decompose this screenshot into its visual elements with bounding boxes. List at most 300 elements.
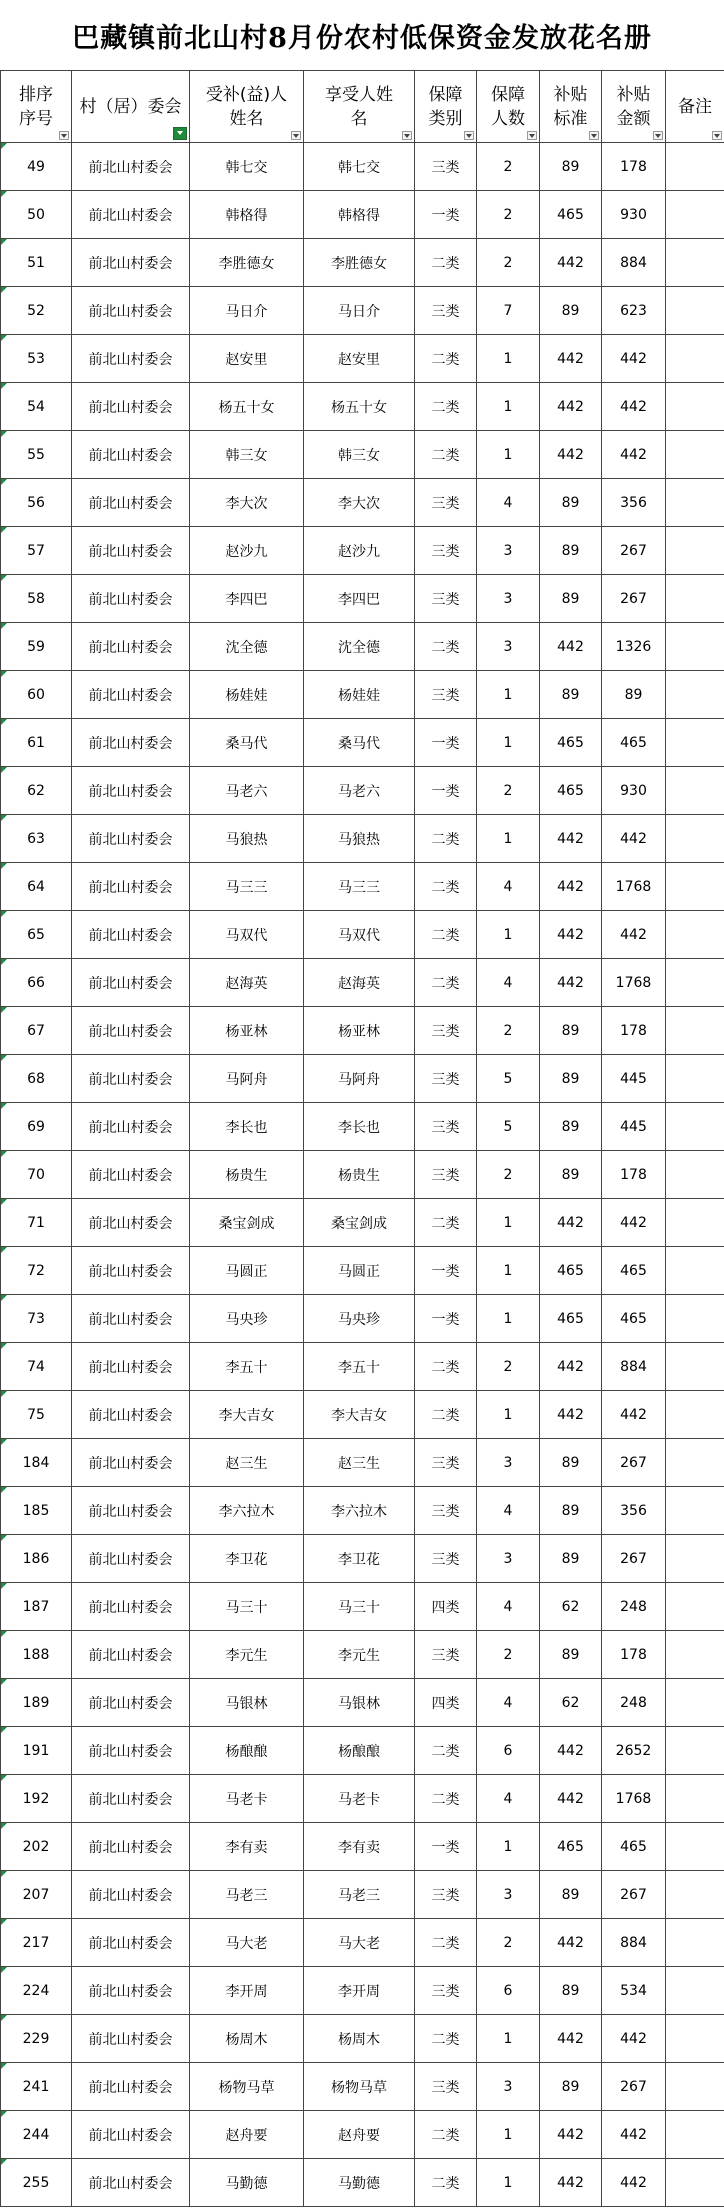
- cell-category[interactable]: 三类: [415, 1631, 477, 1679]
- cell-remarks[interactable]: [666, 959, 724, 1007]
- cell-category[interactable]: 三类: [415, 479, 477, 527]
- cell-category[interactable]: 一类: [415, 1295, 477, 1343]
- cell-subsidy-amount[interactable]: 178: [602, 1151, 666, 1199]
- cell-category[interactable]: 三类: [415, 287, 477, 335]
- cell-beneficiary-name[interactable]: 杨娃娃: [304, 671, 415, 719]
- cell-committee[interactable]: 前北山村委会: [72, 575, 190, 623]
- cell-household-size[interactable]: 5: [477, 1103, 540, 1151]
- cell-subsidy-amount[interactable]: 248: [602, 1679, 666, 1727]
- cell-household-size[interactable]: 1: [477, 383, 540, 431]
- cell-seq[interactable]: 188: [1, 1631, 72, 1679]
- cell-category[interactable]: 二类: [415, 959, 477, 1007]
- cell-remarks[interactable]: [666, 527, 724, 575]
- cell-subsidy-standard[interactable]: 89: [540, 1631, 602, 1679]
- cell-beneficiary-name[interactable]: 马双代: [304, 911, 415, 959]
- cell-subsidy-standard[interactable]: 465: [540, 1295, 602, 1343]
- cell-remarks[interactable]: [666, 191, 724, 239]
- cell-beneficiary-name[interactable]: 马老三: [304, 1871, 415, 1919]
- cell-category[interactable]: 二类: [415, 2159, 477, 2207]
- cell-committee[interactable]: 前北山村委会: [72, 287, 190, 335]
- cell-recipient-name[interactable]: 韩格得: [190, 191, 304, 239]
- cell-seq[interactable]: 202: [1, 1823, 72, 1871]
- cell-seq[interactable]: 185: [1, 1487, 72, 1535]
- cell-subsidy-amount[interactable]: 1768: [602, 1775, 666, 1823]
- cell-subsidy-amount[interactable]: 442: [602, 1391, 666, 1439]
- filter-active-dropdown-icon[interactable]: [173, 127, 187, 140]
- cell-subsidy-amount[interactable]: 445: [602, 1103, 666, 1151]
- cell-seq[interactable]: 59: [1, 623, 72, 671]
- cell-household-size[interactable]: 1: [477, 911, 540, 959]
- cell-household-size[interactable]: 2: [477, 1343, 540, 1391]
- cell-committee[interactable]: 前北山村委会: [72, 959, 190, 1007]
- cell-household-size[interactable]: 6: [477, 1967, 540, 2015]
- cell-household-size[interactable]: 3: [477, 575, 540, 623]
- cell-remarks[interactable]: [666, 1871, 724, 1919]
- cell-seq[interactable]: 241: [1, 2063, 72, 2111]
- cell-committee[interactable]: 前北山村委会: [72, 1727, 190, 1775]
- cell-category[interactable]: 二类: [415, 1919, 477, 1967]
- cell-seq[interactable]: 57: [1, 527, 72, 575]
- cell-beneficiary-name[interactable]: 韩七交: [304, 143, 415, 191]
- cell-subsidy-standard[interactable]: 89: [540, 1487, 602, 1535]
- cell-subsidy-amount[interactable]: 884: [602, 239, 666, 287]
- cell-subsidy-amount[interactable]: 442: [602, 1199, 666, 1247]
- cell-remarks[interactable]: [666, 479, 724, 527]
- cell-subsidy-standard[interactable]: 89: [540, 1151, 602, 1199]
- cell-seq[interactable]: 62: [1, 767, 72, 815]
- cell-household-size[interactable]: 2: [477, 143, 540, 191]
- cell-committee[interactable]: 前北山村委会: [72, 191, 190, 239]
- cell-subsidy-amount[interactable]: 356: [602, 1487, 666, 1535]
- cell-remarks[interactable]: [666, 1823, 724, 1871]
- cell-household-size[interactable]: 2: [477, 1151, 540, 1199]
- cell-remarks[interactable]: [666, 1199, 724, 1247]
- cell-subsidy-standard[interactable]: 89: [540, 527, 602, 575]
- cell-remarks[interactable]: [666, 911, 724, 959]
- cell-subsidy-amount[interactable]: 884: [602, 1343, 666, 1391]
- cell-category[interactable]: 三类: [415, 671, 477, 719]
- cell-seq[interactable]: 191: [1, 1727, 72, 1775]
- cell-category[interactable]: 三类: [415, 1535, 477, 1583]
- cell-seq[interactable]: 64: [1, 863, 72, 911]
- cell-beneficiary-name[interactable]: 李开周: [304, 1967, 415, 2015]
- cell-committee[interactable]: 前北山村委会: [72, 1967, 190, 2015]
- cell-household-size[interactable]: 7: [477, 287, 540, 335]
- cell-subsidy-standard[interactable]: 89: [540, 2063, 602, 2111]
- cell-remarks[interactable]: [666, 2063, 724, 2111]
- cell-remarks[interactable]: [666, 239, 724, 287]
- cell-subsidy-standard[interactable]: 465: [540, 191, 602, 239]
- cell-seq[interactable]: 189: [1, 1679, 72, 1727]
- cell-recipient-name[interactable]: 李六拉木: [190, 1487, 304, 1535]
- cell-remarks[interactable]: [666, 1727, 724, 1775]
- cell-recipient-name[interactable]: 马老卡: [190, 1775, 304, 1823]
- cell-beneficiary-name[interactable]: 马大老: [304, 1919, 415, 1967]
- cell-household-size[interactable]: 1: [477, 1295, 540, 1343]
- cell-subsidy-amount[interactable]: 267: [602, 575, 666, 623]
- cell-remarks[interactable]: [666, 1151, 724, 1199]
- cell-committee[interactable]: 前北山村委会: [72, 527, 190, 575]
- cell-subsidy-amount[interactable]: 178: [602, 143, 666, 191]
- cell-seq[interactable]: 192: [1, 1775, 72, 1823]
- cell-seq[interactable]: 244: [1, 2111, 72, 2159]
- cell-subsidy-amount[interactable]: 267: [602, 1871, 666, 1919]
- cell-subsidy-amount[interactable]: 267: [602, 527, 666, 575]
- cell-remarks[interactable]: [666, 335, 724, 383]
- cell-recipient-name[interactable]: 马大老: [190, 1919, 304, 1967]
- cell-category[interactable]: 二类: [415, 1775, 477, 1823]
- cell-household-size[interactable]: 1: [477, 2111, 540, 2159]
- cell-beneficiary-name[interactable]: 桑宝剑成: [304, 1199, 415, 1247]
- cell-subsidy-amount[interactable]: 1326: [602, 623, 666, 671]
- cell-committee[interactable]: 前北山村委会: [72, 1391, 190, 1439]
- cell-recipient-name[interactable]: 桑马代: [190, 719, 304, 767]
- cell-category[interactable]: 三类: [415, 2063, 477, 2111]
- filter-dropdown-icon[interactable]: [527, 131, 537, 140]
- cell-subsidy-standard[interactable]: 89: [540, 1535, 602, 1583]
- cell-category[interactable]: 二类: [415, 431, 477, 479]
- cell-household-size[interactable]: 1: [477, 1199, 540, 1247]
- cell-category[interactable]: 二类: [415, 815, 477, 863]
- cell-category[interactable]: 一类: [415, 719, 477, 767]
- cell-recipient-name[interactable]: 马勤德: [190, 2159, 304, 2207]
- cell-seq[interactable]: 69: [1, 1103, 72, 1151]
- cell-subsidy-standard[interactable]: 442: [540, 431, 602, 479]
- cell-subsidy-standard[interactable]: 442: [540, 2111, 602, 2159]
- cell-beneficiary-name[interactable]: 马圆正: [304, 1247, 415, 1295]
- filter-dropdown-icon[interactable]: [59, 131, 69, 140]
- cell-subsidy-amount[interactable]: 356: [602, 479, 666, 527]
- cell-beneficiary-name[interactable]: 李六拉木: [304, 1487, 415, 1535]
- cell-recipient-name[interactable]: 李胜德女: [190, 239, 304, 287]
- cell-beneficiary-name[interactable]: 韩三女: [304, 431, 415, 479]
- cell-subsidy-amount[interactable]: 89: [602, 671, 666, 719]
- cell-subsidy-amount[interactable]: 267: [602, 1439, 666, 1487]
- filter-dropdown-icon[interactable]: [464, 131, 474, 140]
- cell-committee[interactable]: 前北山村委会: [72, 1199, 190, 1247]
- cell-household-size[interactable]: 4: [477, 1487, 540, 1535]
- cell-beneficiary-name[interactable]: 马老六: [304, 767, 415, 815]
- cell-subsidy-amount[interactable]: 623: [602, 287, 666, 335]
- cell-subsidy-standard[interactable]: 442: [540, 863, 602, 911]
- cell-subsidy-standard[interactable]: 62: [540, 1583, 602, 1631]
- cell-category[interactable]: 二类: [415, 383, 477, 431]
- cell-category[interactable]: 三类: [415, 1055, 477, 1103]
- cell-committee[interactable]: 前北山村委会: [72, 383, 190, 431]
- cell-subsidy-amount[interactable]: 442: [602, 335, 666, 383]
- cell-subsidy-amount[interactable]: 178: [602, 1007, 666, 1055]
- cell-recipient-name[interactable]: 李四巴: [190, 575, 304, 623]
- cell-household-size[interactable]: 4: [477, 1583, 540, 1631]
- cell-household-size[interactable]: 3: [477, 1535, 540, 1583]
- cell-beneficiary-name[interactable]: 赵安里: [304, 335, 415, 383]
- cell-beneficiary-name[interactable]: 马银林: [304, 1679, 415, 1727]
- cell-committee[interactable]: 前北山村委会: [72, 2159, 190, 2207]
- cell-remarks[interactable]: [666, 1439, 724, 1487]
- cell-recipient-name[interactable]: 马三十: [190, 1583, 304, 1631]
- cell-subsidy-amount[interactable]: 930: [602, 767, 666, 815]
- cell-subsidy-standard[interactable]: 442: [540, 1199, 602, 1247]
- filter-dropdown-icon[interactable]: [653, 131, 663, 140]
- cell-subsidy-standard[interactable]: 442: [540, 335, 602, 383]
- cell-beneficiary-name[interactable]: 杨酿酿: [304, 1727, 415, 1775]
- cell-subsidy-standard[interactable]: 89: [540, 671, 602, 719]
- cell-subsidy-standard[interactable]: 89: [540, 1439, 602, 1487]
- cell-committee[interactable]: 前北山村委会: [72, 815, 190, 863]
- cell-subsidy-standard[interactable]: 465: [540, 767, 602, 815]
- cell-seq[interactable]: 54: [1, 383, 72, 431]
- cell-subsidy-amount[interactable]: 465: [602, 1247, 666, 1295]
- cell-committee[interactable]: 前北山村委会: [72, 1535, 190, 1583]
- cell-recipient-name[interactable]: 李有卖: [190, 1823, 304, 1871]
- cell-committee[interactable]: 前北山村委会: [72, 1679, 190, 1727]
- cell-committee[interactable]: 前北山村委会: [72, 335, 190, 383]
- cell-seq[interactable]: 65: [1, 911, 72, 959]
- cell-beneficiary-name[interactable]: 马三三: [304, 863, 415, 911]
- cell-category[interactable]: 三类: [415, 1871, 477, 1919]
- cell-seq[interactable]: 75: [1, 1391, 72, 1439]
- cell-seq[interactable]: 74: [1, 1343, 72, 1391]
- cell-seq[interactable]: 61: [1, 719, 72, 767]
- cell-subsidy-amount[interactable]: 1768: [602, 863, 666, 911]
- cell-subsidy-amount[interactable]: 930: [602, 191, 666, 239]
- cell-remarks[interactable]: [666, 1679, 724, 1727]
- cell-committee[interactable]: 前北山村委会: [72, 1007, 190, 1055]
- cell-household-size[interactable]: 5: [477, 1055, 540, 1103]
- cell-beneficiary-name[interactable]: 马勤德: [304, 2159, 415, 2207]
- cell-subsidy-amount[interactable]: 442: [602, 2015, 666, 2063]
- filter-dropdown-icon[interactable]: [712, 131, 722, 140]
- cell-subsidy-amount[interactable]: 442: [602, 2159, 666, 2207]
- cell-category[interactable]: 四类: [415, 1583, 477, 1631]
- cell-committee[interactable]: 前北山村委会: [72, 479, 190, 527]
- cell-category[interactable]: 二类: [415, 239, 477, 287]
- cell-recipient-name[interactable]: 赵沙九: [190, 527, 304, 575]
- cell-committee[interactable]: 前北山村委会: [72, 1103, 190, 1151]
- cell-remarks[interactable]: [666, 1295, 724, 1343]
- cell-seq[interactable]: 224: [1, 1967, 72, 2015]
- cell-recipient-name[interactable]: 杨酿酿: [190, 1727, 304, 1775]
- cell-remarks[interactable]: [666, 1391, 724, 1439]
- cell-recipient-name[interactable]: 杨娃娃: [190, 671, 304, 719]
- cell-committee[interactable]: 前北山村委会: [72, 911, 190, 959]
- cell-subsidy-standard[interactable]: 89: [540, 143, 602, 191]
- cell-committee[interactable]: 前北山村委会: [72, 719, 190, 767]
- cell-remarks[interactable]: [666, 383, 724, 431]
- cell-category[interactable]: 二类: [415, 335, 477, 383]
- cell-category[interactable]: 二类: [415, 623, 477, 671]
- cell-subsidy-standard[interactable]: 89: [540, 1103, 602, 1151]
- cell-category[interactable]: 一类: [415, 1247, 477, 1295]
- cell-category[interactable]: 三类: [415, 1151, 477, 1199]
- cell-beneficiary-name[interactable]: 李大次: [304, 479, 415, 527]
- cell-recipient-name[interactable]: 李开周: [190, 1967, 304, 2015]
- cell-committee[interactable]: 前北山村委会: [72, 1247, 190, 1295]
- cell-subsidy-standard[interactable]: 442: [540, 2159, 602, 2207]
- cell-subsidy-amount[interactable]: 442: [602, 383, 666, 431]
- cell-beneficiary-name[interactable]: 李元生: [304, 1631, 415, 1679]
- cell-category[interactable]: 三类: [415, 1103, 477, 1151]
- cell-subsidy-standard[interactable]: 89: [540, 1871, 602, 1919]
- cell-household-size[interactable]: 4: [477, 863, 540, 911]
- cell-remarks[interactable]: [666, 1583, 724, 1631]
- cell-beneficiary-name[interactable]: 沈全德: [304, 623, 415, 671]
- cell-seq[interactable]: 72: [1, 1247, 72, 1295]
- cell-subsidy-standard[interactable]: 62: [540, 1679, 602, 1727]
- cell-household-size[interactable]: 2: [477, 239, 540, 287]
- cell-remarks[interactable]: [666, 2159, 724, 2207]
- cell-seq[interactable]: 73: [1, 1295, 72, 1343]
- cell-beneficiary-name[interactable]: 马央珍: [304, 1295, 415, 1343]
- cell-subsidy-amount[interactable]: 442: [602, 431, 666, 479]
- cell-recipient-name[interactable]: 杨周木: [190, 2015, 304, 2063]
- cell-seq[interactable]: 71: [1, 1199, 72, 1247]
- cell-household-size[interactable]: 1: [477, 335, 540, 383]
- cell-household-size[interactable]: 2: [477, 767, 540, 815]
- cell-remarks[interactable]: [666, 1775, 724, 1823]
- cell-remarks[interactable]: [666, 2015, 724, 2063]
- cell-remarks[interactable]: [666, 2111, 724, 2159]
- cell-committee[interactable]: 前北山村委会: [72, 143, 190, 191]
- cell-subsidy-amount[interactable]: 465: [602, 719, 666, 767]
- cell-subsidy-standard[interactable]: 89: [540, 287, 602, 335]
- cell-category[interactable]: 三类: [415, 1007, 477, 1055]
- cell-subsidy-standard[interactable]: 442: [540, 1775, 602, 1823]
- cell-committee[interactable]: 前北山村委会: [72, 1823, 190, 1871]
- cell-beneficiary-name[interactable]: 马阿舟: [304, 1055, 415, 1103]
- cell-category[interactable]: 一类: [415, 767, 477, 815]
- cell-committee[interactable]: 前北山村委会: [72, 1583, 190, 1631]
- cell-seq[interactable]: 207: [1, 1871, 72, 1919]
- cell-subsidy-standard[interactable]: 442: [540, 1919, 602, 1967]
- cell-category[interactable]: 三类: [415, 143, 477, 191]
- cell-recipient-name[interactable]: 李元生: [190, 1631, 304, 1679]
- cell-household-size[interactable]: 1: [477, 2015, 540, 2063]
- cell-subsidy-amount[interactable]: 248: [602, 1583, 666, 1631]
- cell-recipient-name[interactable]: 马日介: [190, 287, 304, 335]
- cell-seq[interactable]: 186: [1, 1535, 72, 1583]
- cell-beneficiary-name[interactable]: 杨亚林: [304, 1007, 415, 1055]
- cell-committee[interactable]: 前北山村委会: [72, 1295, 190, 1343]
- cell-subsidy-standard[interactable]: 442: [540, 959, 602, 1007]
- cell-household-size[interactable]: 4: [477, 1679, 540, 1727]
- cell-remarks[interactable]: [666, 1919, 724, 1967]
- cell-beneficiary-name[interactable]: 李大吉女: [304, 1391, 415, 1439]
- cell-subsidy-amount[interactable]: 465: [602, 1823, 666, 1871]
- cell-seq[interactable]: 184: [1, 1439, 72, 1487]
- cell-committee[interactable]: 前北山村委会: [72, 1055, 190, 1103]
- cell-subsidy-standard[interactable]: 465: [540, 719, 602, 767]
- cell-category[interactable]: 二类: [415, 1727, 477, 1775]
- cell-category[interactable]: 二类: [415, 2111, 477, 2159]
- cell-seq[interactable]: 63: [1, 815, 72, 863]
- cell-beneficiary-name[interactable]: 桑马代: [304, 719, 415, 767]
- cell-remarks[interactable]: [666, 431, 724, 479]
- cell-household-size[interactable]: 1: [477, 1247, 540, 1295]
- cell-beneficiary-name[interactable]: 李五十: [304, 1343, 415, 1391]
- cell-category[interactable]: 三类: [415, 527, 477, 575]
- cell-category[interactable]: 一类: [415, 1823, 477, 1871]
- cell-seq[interactable]: 50: [1, 191, 72, 239]
- cell-category[interactable]: 二类: [415, 1343, 477, 1391]
- cell-recipient-name[interactable]: 沈全德: [190, 623, 304, 671]
- cell-recipient-name[interactable]: 韩七交: [190, 143, 304, 191]
- cell-remarks[interactable]: [666, 1103, 724, 1151]
- cell-household-size[interactable]: 4: [477, 479, 540, 527]
- cell-committee[interactable]: 前北山村委会: [72, 239, 190, 287]
- cell-subsidy-amount[interactable]: 884: [602, 1919, 666, 1967]
- cell-household-size[interactable]: 2: [477, 1007, 540, 1055]
- cell-remarks[interactable]: [666, 1343, 724, 1391]
- cell-remarks[interactable]: [666, 671, 724, 719]
- cell-subsidy-standard[interactable]: 89: [540, 575, 602, 623]
- cell-committee[interactable]: 前北山村委会: [72, 1775, 190, 1823]
- cell-recipient-name[interactable]: 杨贵生: [190, 1151, 304, 1199]
- cell-committee[interactable]: 前北山村委会: [72, 1631, 190, 1679]
- cell-household-size[interactable]: 3: [477, 1871, 540, 1919]
- cell-recipient-name[interactable]: 马阿舟: [190, 1055, 304, 1103]
- cell-beneficiary-name[interactable]: 杨周木: [304, 2015, 415, 2063]
- cell-recipient-name[interactable]: 杨亚林: [190, 1007, 304, 1055]
- filter-dropdown-icon[interactable]: [291, 131, 301, 140]
- cell-household-size[interactable]: 2: [477, 1631, 540, 1679]
- cell-seq[interactable]: 60: [1, 671, 72, 719]
- cell-subsidy-amount[interactable]: 1768: [602, 959, 666, 1007]
- cell-household-size[interactable]: 3: [477, 527, 540, 575]
- cell-beneficiary-name[interactable]: 马狼热: [304, 815, 415, 863]
- cell-committee[interactable]: 前北山村委会: [72, 1343, 190, 1391]
- cell-beneficiary-name[interactable]: 韩格得: [304, 191, 415, 239]
- cell-household-size[interactable]: 1: [477, 1823, 540, 1871]
- cell-subsidy-standard[interactable]: 442: [540, 1391, 602, 1439]
- cell-subsidy-amount[interactable]: 442: [602, 815, 666, 863]
- cell-beneficiary-name[interactable]: 李胜德女: [304, 239, 415, 287]
- cell-recipient-name[interactable]: 马银林: [190, 1679, 304, 1727]
- cell-household-size[interactable]: 2: [477, 1919, 540, 1967]
- cell-beneficiary-name[interactable]: 李四巴: [304, 575, 415, 623]
- cell-beneficiary-name[interactable]: 马老卡: [304, 1775, 415, 1823]
- cell-beneficiary-name[interactable]: 马日介: [304, 287, 415, 335]
- cell-subsidy-amount[interactable]: 267: [602, 1535, 666, 1583]
- cell-household-size[interactable]: 3: [477, 623, 540, 671]
- cell-recipient-name[interactable]: 杨物马草: [190, 2063, 304, 2111]
- cell-seq[interactable]: 255: [1, 2159, 72, 2207]
- cell-remarks[interactable]: [666, 719, 724, 767]
- cell-recipient-name[interactable]: 桑宝剑成: [190, 1199, 304, 1247]
- cell-subsidy-standard[interactable]: 89: [540, 479, 602, 527]
- cell-recipient-name[interactable]: 李卫花: [190, 1535, 304, 1583]
- cell-household-size[interactable]: 3: [477, 1439, 540, 1487]
- cell-beneficiary-name[interactable]: 杨五十女: [304, 383, 415, 431]
- cell-household-size[interactable]: 1: [477, 815, 540, 863]
- cell-committee[interactable]: 前北山村委会: [72, 671, 190, 719]
- cell-committee[interactable]: 前北山村委会: [72, 431, 190, 479]
- cell-committee[interactable]: 前北山村委会: [72, 863, 190, 911]
- cell-recipient-name[interactable]: 马狼热: [190, 815, 304, 863]
- cell-seq[interactable]: 70: [1, 1151, 72, 1199]
- cell-recipient-name[interactable]: 杨五十女: [190, 383, 304, 431]
- cell-remarks[interactable]: [666, 143, 724, 191]
- cell-subsidy-amount[interactable]: 534: [602, 1967, 666, 2015]
- cell-subsidy-standard[interactable]: 89: [540, 1967, 602, 2015]
- cell-subsidy-standard[interactable]: 442: [540, 623, 602, 671]
- cell-committee[interactable]: 前北山村委会: [72, 1919, 190, 1967]
- cell-recipient-name[interactable]: 马三三: [190, 863, 304, 911]
- cell-beneficiary-name[interactable]: 赵海英: [304, 959, 415, 1007]
- cell-subsidy-amount[interactable]: 267: [602, 2063, 666, 2111]
- cell-recipient-name[interactable]: 赵安里: [190, 335, 304, 383]
- cell-remarks[interactable]: [666, 863, 724, 911]
